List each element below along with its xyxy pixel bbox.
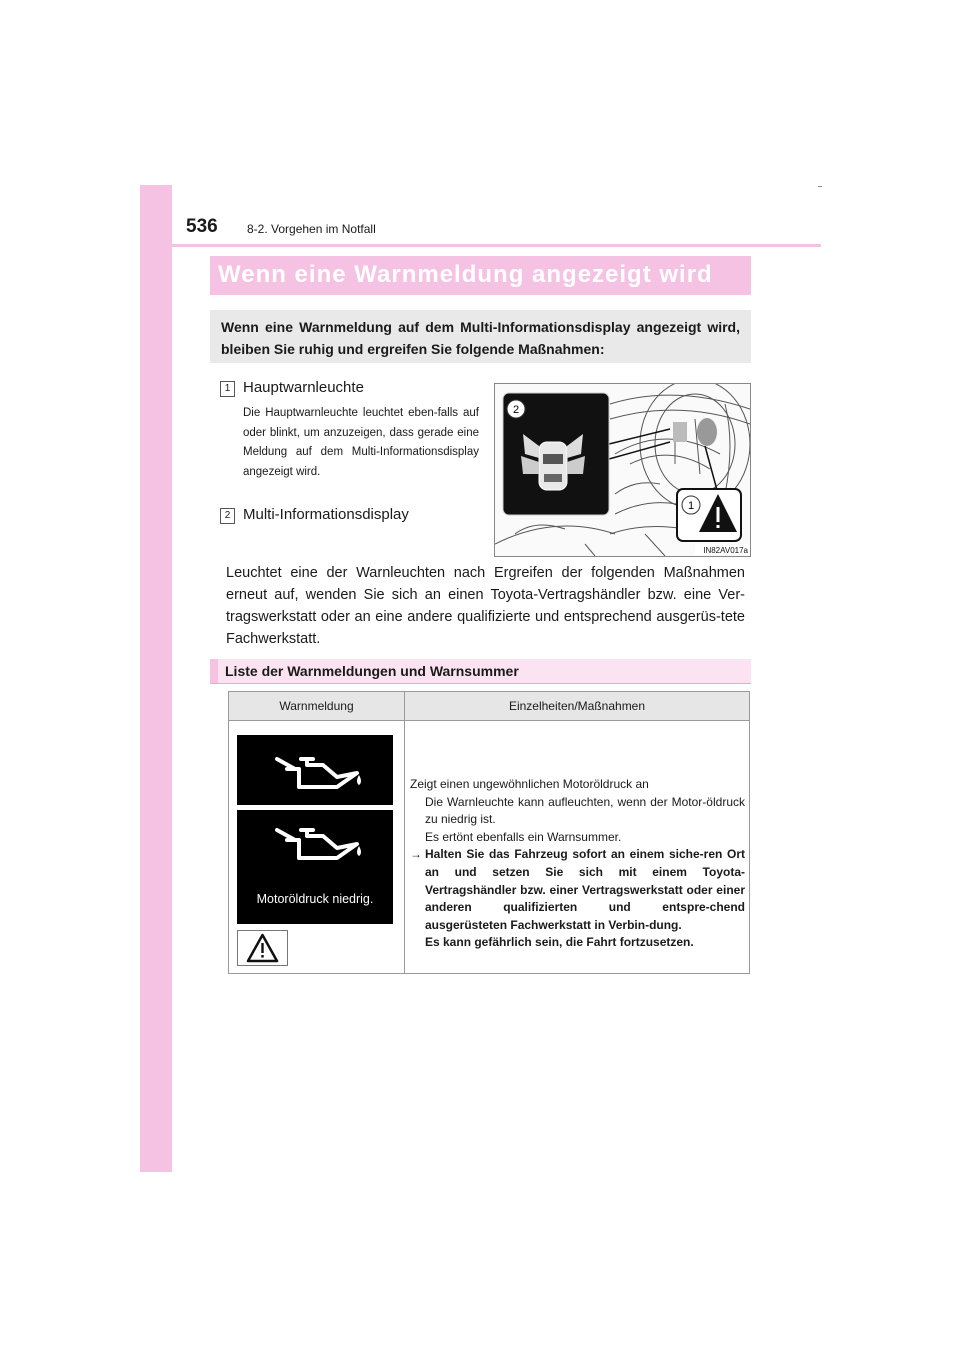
callout-1-label: 1 — [687, 500, 695, 512]
details-text — [410, 776, 745, 952]
warning-triangle-icon — [238, 931, 287, 965]
warning-table — [228, 691, 750, 974]
figure-code: IN82AV017a — [703, 546, 748, 555]
details-line-2: Die Warnleuchte kann aufleuchten, wenn der Motor-öldruck zu niedrig ist. — [425, 794, 745, 827]
details-line-3: Es ertönt ebenfalls ein Warnsummer. — [425, 829, 622, 844]
display-message-text: Motoröldruck niedrig. — [256, 892, 374, 906]
danger-text: Es kann gefährlich sein, die Fahrt fortzusetzen. — [425, 935, 694, 950]
message-icons-cell — [229, 721, 405, 974]
arrow-icon: → — [410, 847, 422, 862]
header-rule — [140, 244, 821, 247]
section-heading-bar — [210, 659, 751, 684]
table-header-row — [229, 692, 750, 721]
page-title-bar — [210, 256, 751, 295]
details-cell — [405, 721, 750, 974]
column-header-message: Warnmeldung — [229, 692, 405, 721]
action-text: Halten Sie das Fahrzeug sofort an einem siche-ren Ort an und setzen Sie sich mit einem Toyota-Vertragshändler bzw. einer Vertragswerkstatt oder einer anderen qualifizierten und entspre-chend ausgerüsteten Fachwerkstatt in Verbin-dung. — [425, 847, 745, 932]
breadcrumb: 8-2. Vorgehen im Notfall — [247, 222, 376, 236]
callout-2-label: 2 — [512, 404, 520, 416]
section-title: Liste der Warnmeldungen und Warnsummer — [225, 663, 519, 679]
chapter-sidebar — [140, 185, 172, 1172]
instrument-panel-illustration — [495, 384, 750, 556]
oil-can-icon — [237, 810, 393, 885]
item-number-1: 1 — [220, 381, 235, 397]
action-row — [410, 846, 745, 952]
item-number-2: 2 — [220, 508, 235, 524]
master-warning-light — [237, 930, 288, 966]
oil-can-icon — [237, 735, 393, 805]
page-number: 536 — [186, 216, 218, 237]
body-paragraph: Leuchtet eine der Warnleuchten nach Ergreifen der folgenden Maßnahmen erneut auf, wenden Sie sich an einen Toyota-Vertragshändler bzw. eine Ver-tragswerkstatt oder an eine andere qualifizierte und entsprechend ausgerüs-tete Fachwerkstatt. — [226, 565, 745, 647]
multi-info-display-message — [237, 810, 393, 924]
table-row — [229, 721, 750, 974]
details-line-1: Zeigt einen ungewöhnlichen Motoröldruck an — [410, 777, 649, 791]
oil-pressure-indicator — [237, 735, 393, 805]
item-title-1: Hauptwarnleuchte — [243, 379, 364, 396]
item-desc-1: Die Hauptwarnleuchte leuchtet eben-falls auf oder blinkt, um anzuzeigen, dass gerade eine Meldung auf dem Multi-Informationsdisplay angezeigt wird. — [243, 407, 479, 478]
instrument-panel-figure — [494, 383, 751, 557]
page-title: Wenn eine Warnmeldung angezeigt wird — [218, 261, 713, 288]
intro-box — [210, 310, 751, 363]
column-header-details: Einzelheiten/Maßnahmen — [405, 692, 750, 721]
corner-mark — [818, 186, 822, 187]
item-title-2: Multi-Informationsdisplay — [243, 506, 409, 523]
intro-text: Wenn eine Warnmeldung auf dem Multi-Informationsdisplay angezeigt wird, bleiben Sie ruhig und ergreifen Sie folgende Maßnahmen: — [221, 319, 740, 357]
section-accent — [210, 659, 218, 683]
